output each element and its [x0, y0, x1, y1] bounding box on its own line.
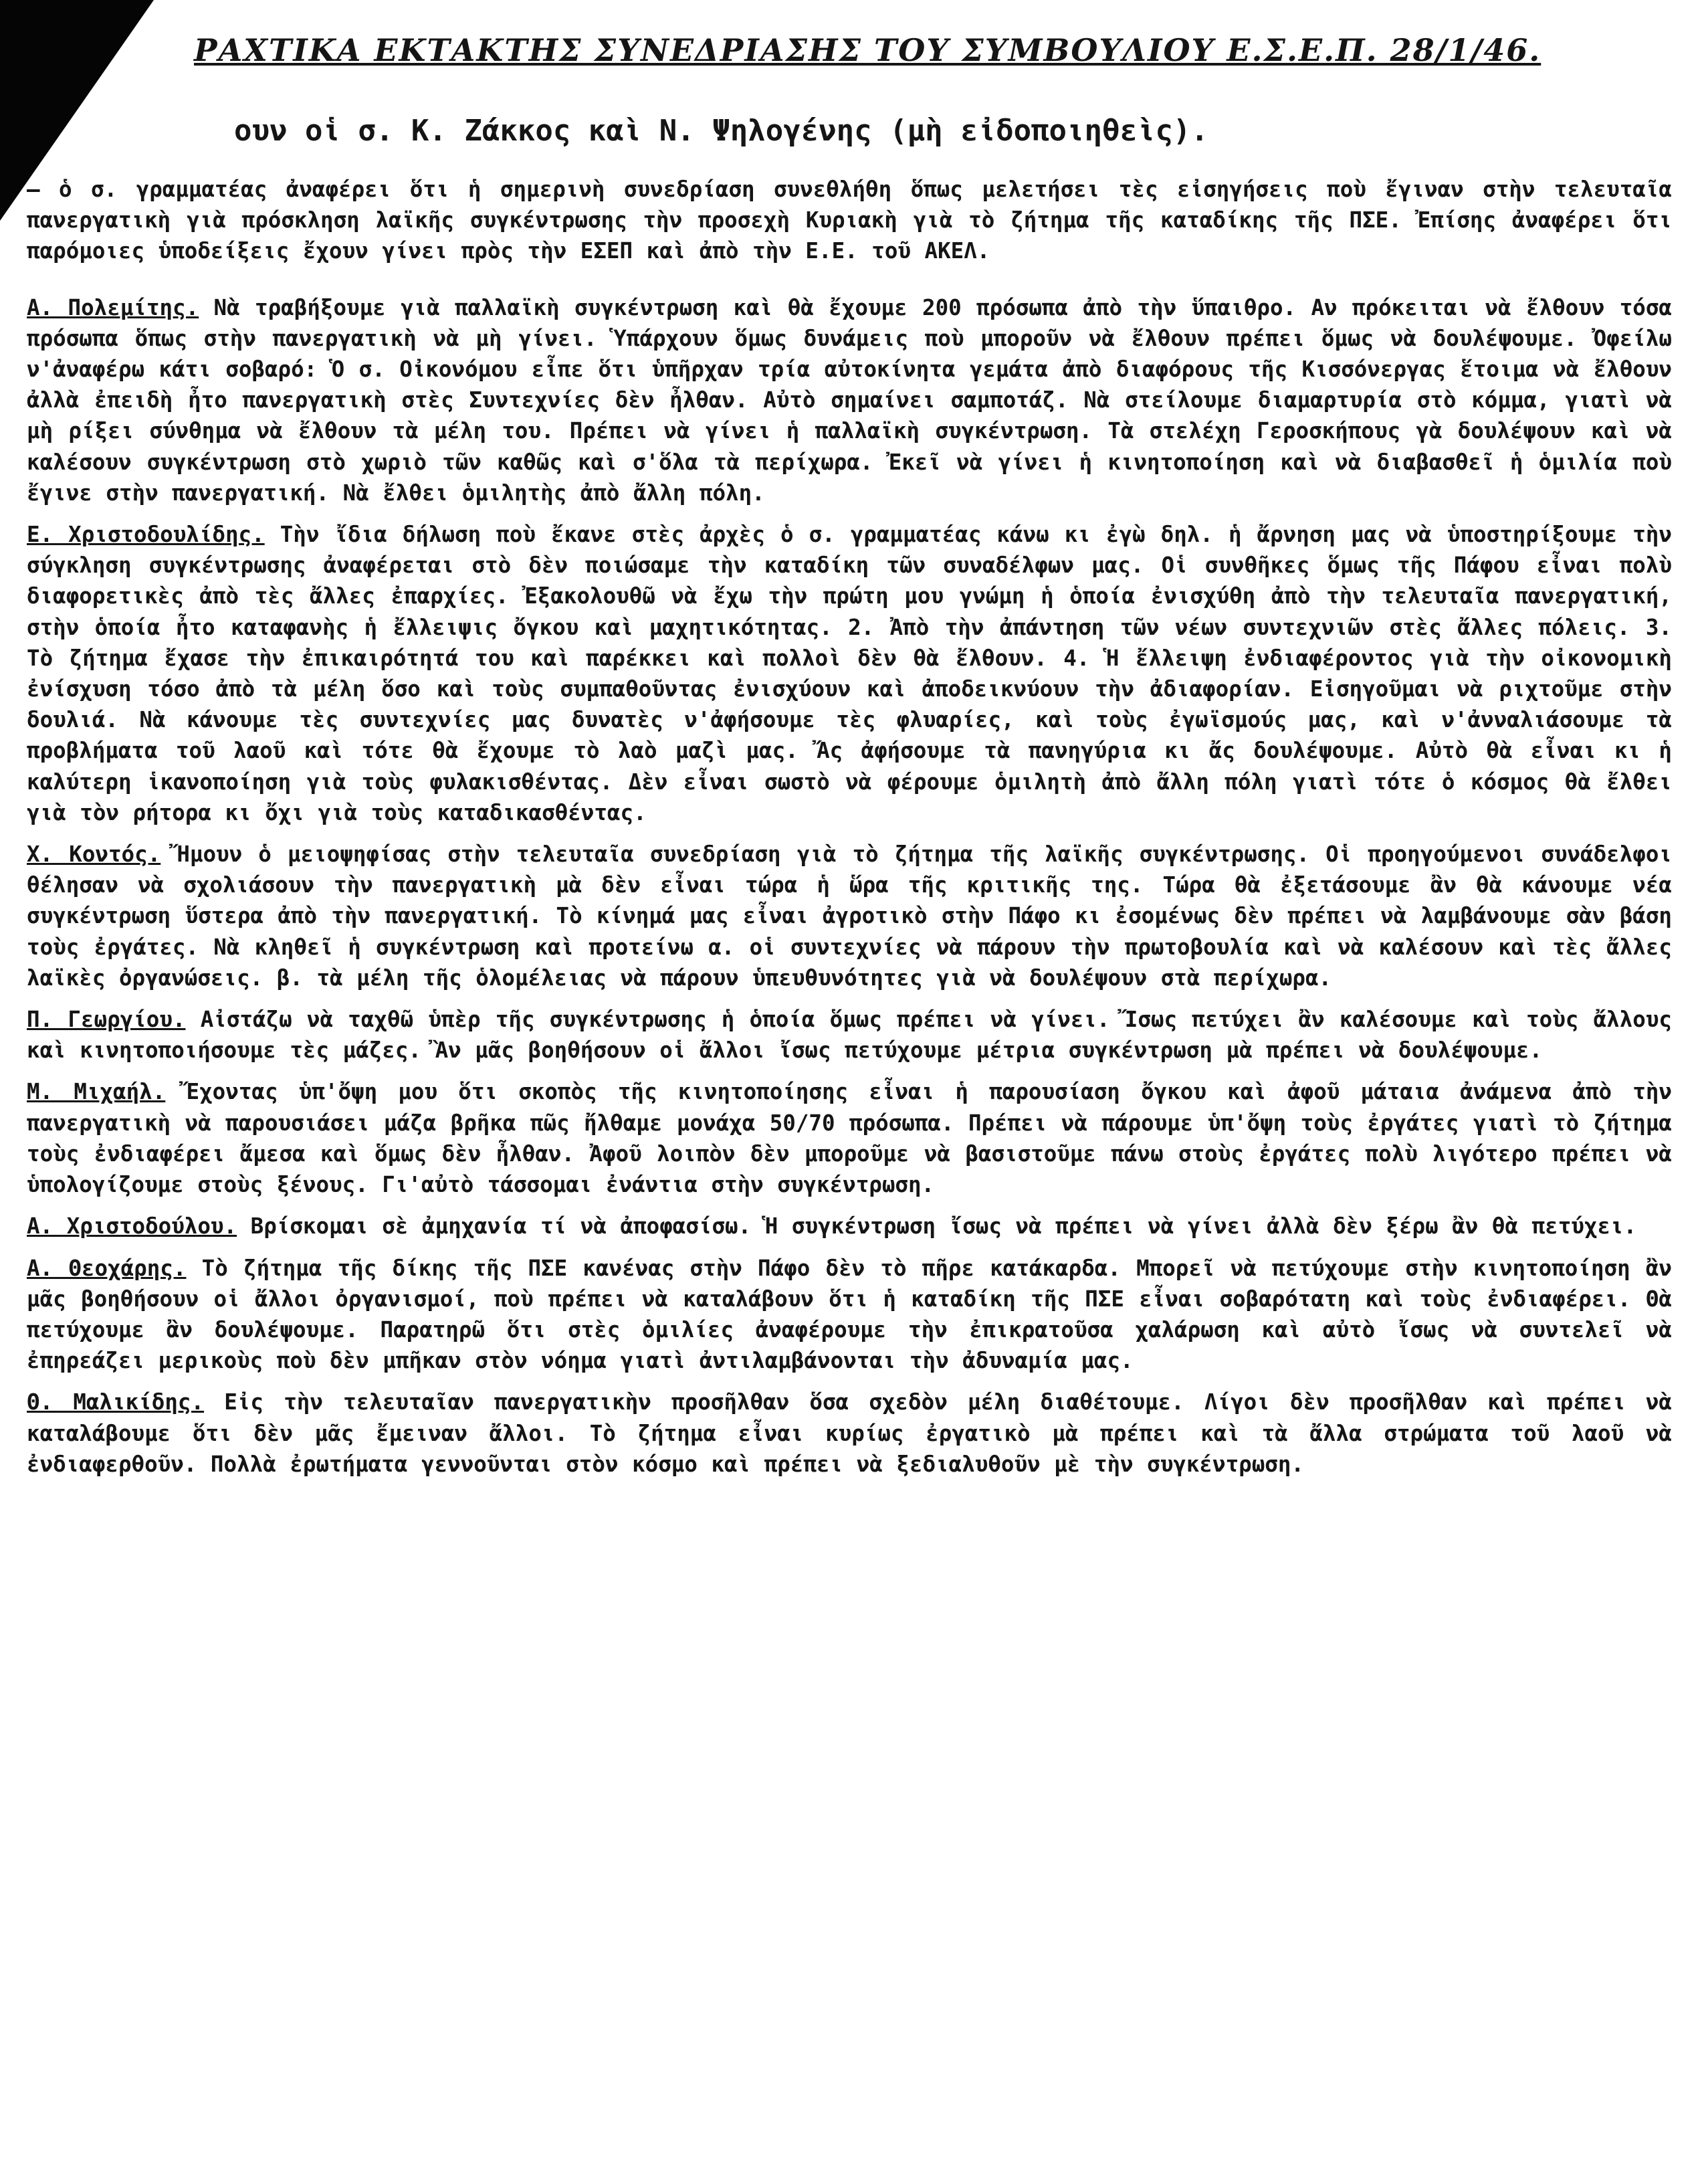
- entry-christodoulidis: [27, 519, 1672, 828]
- entry-polemitis: [27, 292, 1672, 508]
- speaker-name: Α. Χριστοδούλου.: [27, 1213, 237, 1239]
- speaker-name: Α. Θεοχάρης.: [27, 1255, 187, 1281]
- intro-paragraph: — ὁ σ. γραμματέας ἀναφέρει ὅτι ἡ σημερινὴ συνεδρίαση συνεθλήθη ὅπως μελετήσει τὲς εἰσηγήσεις ποὺ ἔγιναν στὴν τελευταῖα πανεργατικὴ γιὰ πρόσκληση λαϊκῆς συγκέντρωσης τὴν προσεχὴ Κυριακὴ γιὰ τὸ ζήτημα τῆς καταδίκης τῆς ΠΣΕ. Ἐπίσης ἀναφέρει ὅτι παρόμοιες ὑποδείξεις ἔχουν γίνει πρὸς τὴν ΕΣΕΠ καὶ ἀπὸ τὴν Ε.Ε. τοῦ ΑΚΕΛ.: [27, 177, 1672, 264]
- speaker-statement: Νὰ τραβήξουμε γιὰ παλλαϊκὴ συγκέντρωση καὶ θὰ ἔχουμε 200 πρόσωπα ἀπὸ τὴν ὕπαιθρο. Αν πρόκειται νὰ ἔλθουν τόσα πρόσωπα ὅπως στὴν πανεργατικὴ νὰ μὴ γίνει. Ὑπάρχουν ὅμως δυνάμεις ποὺ μποροῦν νὰ ἔλθουν πρέπει ὅμως νὰ δουλέψουμε. Ὀφείλω ν'ἀναφέρω κάτι σοβαρό: Ὁ σ. Οἰκονόμου εἶπε ὅτι ὑπῆρχαν τρία αὐτοκίνητα γεμάτα ἀπὸ διαφόρους τῆς Κισσόνεργας ἕτοιμα νὰ ἔλθουν ἀλλὰ ἐπειδὴ ἦτο πανεργατικὴ στὲς Συντεχνίες δὲν ἦλθαν. Αὐτὸ σημαίνει σαμποτάζ. Νὰ στείλουμε διαμαρτυρία στὸ κόμμα, γιατὶ νὰ μὴ ρίξει σύνθημα νὰ ἔλθουν τὰ μέλη του. Πρέπει νὰ γίνει ἡ παλλαϊκὴ συγκέντρωση. Τὰ στελέχη Γεροσκήπους γὰ δουλέψουν καὶ νὰ καλέσουν συγκέντρωση στὸ χωριὸ τῶν καθῶς καὶ σ'ὅλα τὰ περίχωρα. Ἐκεῖ νὰ γίνει ἡ κινητοποίηση καὶ νὰ διαβασθεῖ ἡ ὁμιλία ποὺ ἔγινε στὴν πανεργατική. Νὰ ἔλθει ὁμιλητὴς ἀπὸ ἄλλη πόλη.: [27, 294, 1672, 506]
- speaker-name: Ε. Χριστοδουλίδης.: [27, 522, 265, 548]
- speaker-statement: Εἰς τὴν τελευταῖαν πανεργατικὴν προσῆλθαν ὅσα σχεδὸν μέλη διαθέτουμε. Λίγοι δὲν προσῆλθαν καὶ πρέπει νὰ καταλάβουμε ὅτι δὲν μᾶς ἔμειναν ἄλλοι. Τὸ ζήτημα εἶναι κυρίως ἐργατικὸ μὰ πρέπει καὶ τὰ ἄλλα στρώματα τοῦ λαοῦ νὰ ἐνδιαφερθοῦν. Πολλὰ ἐρωτήματα γεννοῦνται στὸν κόσμο καὶ πρέπει νὰ ξεδιαλυθοῦν μὲ τὴν συγκέντρωση.: [27, 1389, 1672, 1477]
- speaker-name: Θ. Μαλικίδης.: [27, 1389, 205, 1415]
- speaker-name: Π. Γεωργίου.: [27, 1007, 186, 1033]
- document-title: ΡΑΧΤΙΚΑ ΕΚΤΑΚΤΗΣ ΣΥΝΕΔΡΙΑΣΗΣ ΤΟΥ ΣΥΜΒΟΥΛΙΟΥ Ε.Σ.Ε.Π. 28/1/46.: [194, 32, 1541, 68]
- absent-members-line: ουν οἱ σ. Κ. Ζάκκος καὶ Ν. Ψηλογένης (μὴ εἰδοποιηθεὶς).: [234, 114, 1208, 148]
- document-page: [27, 27, 1679, 2167]
- entry-theocharis: [27, 1253, 1672, 1377]
- entry-georgiou: [27, 1004, 1672, 1066]
- entry-kontos: [27, 839, 1672, 993]
- speaker-statement: Τὸ ζήτημα τῆς δίκης τῆς ΠΣΕ κανένας στὴν Πάφο δὲν τὸ πῆρε κατάκαρδα. Μπορεῖ νὰ πετύχουμε στὴν κινητοποίηση ἂν μᾶς βοηθήσουν οἱ ἄλλοι ὀργανισμοί, ποὺ πρέπει νὰ καταλάβουν ὅτι ἡ καταδίκη τῆς ΠΣΕ εἶναι σοβαρότατη καὶ τοὺς ἐνδιαφέρει. Θὰ πετύχουμε ἂν δουλέψουμε. Παρατηρῶ ὅτι στὲς ὁμιλίες ἀναφέρουμε τὴν ἐπικρατοῦσα χαλάρωση καὶ αὐτὸ ἴσως νὰ συντελεῖ νὰ ἐπηρεάζει μερικοὺς ποὺ δὲν μπῆκαν στὸν νόημα γιατὶ ἀντιλαμβάνονται τὴν ἀδυναμία μας.: [27, 1255, 1672, 1374]
- minutes-body: [27, 174, 1672, 2154]
- entry-michail: [27, 1076, 1672, 1200]
- speaker-statement: Τὴν ἴδια δήλωση ποὺ ἔκανε στὲς ἀρχὲς ὁ σ. γραμματέας κάνω κι ἐγὼ δηλ. ἡ ἄρνηση μας νὰ ὑποστηρίξουμε τὴν σύγκληση συγκέντρωσης ἀναφέρεται στὸ δὲν ποιώσαμε τὴν καταδίκη τῶν συναδέλφων μας. Οἱ συνθῆκες ὅμως τῆς Πάφου εἶναι πολὺ διαφορετικὲς ἀπὸ τὲς ἄλλες ἐπαρχίες. Ἐξακολουθῶ νὰ ἔχω τὴν πρώτη μου γνώμη ἡ ὁποία ἐνισχύθη ἀπὸ τὴν τελευταῖα πανεργατική, στὴν ὁποία ἦτο καταφανὴς ἡ ἔλλειψις ὄγκου καὶ μαχητικότητας. 2. Ἀπὸ τὴν ἀπάντηση τῶν νέων συντεχνιῶν στὲς ἄλλες πόλεις. 3. Τὸ ζήτημα ἔχασε τὴν ἐπικαιρότητά του καὶ παρέκκει καὶ πολλοὶ δὲν θὰ ἔλθουν. 4. Ἡ ἔλλειψη ἐνδιαφέροντος γιὰ τὴν οἰκονομικὴ ἐνίσχυση τόσο ἀπὸ τὰ μέλη ὅσο καὶ τοὺς συμπαθοῦντας ἐνισχύουν καὶ ἀποδεικνύουν τὴν ἀδιαφορίαν. Εἰσηγοῦμαι νὰ ριχτοῦμε στὴν δουλιά. Νὰ κάνουμε τὲς συντεχνίες μας δυνατὲς ν'ἀφήσουμε τὲς φλυαρίες, καὶ τοὺς ἐγωϊσμούς μας, καὶ ν'ἀνναλιάσουμε τὰ προβλήματα τοῦ λαοῦ καὶ τότε θὰ ἔχουμε τὸ λαὸ μαζὶ μας. Ἄς ἀφήσουμε τὰ πανηγύρια κι ἄς δουλέψουμε. Αὐτὸ θὰ εἶναι κι ἡ καλύτερη ἱκανοποίηση γιὰ τοὺς φυλακισθέντας. Δὲν εἶναι σωστὸ νὰ φέρουμε ὁμιλητὴ ἀπὸ ἄλλη πόλη γιατὶ τότε ὁ κόσμος θὰ ἔλθει γιὰ τὸν ρήτορα κι ὄχι γιὰ τοὺς καταδικασθέντας.: [27, 522, 1672, 825]
- speaker-statement: Βρίσκομαι σὲ ἀμηχανία τί νὰ ἀποφασίσω. Ἡ συγκέντρωση ἴσως νὰ πρέπει νὰ γίνει ἀλλὰ δὲν ξέρω ἂν θὰ πετύχει.: [237, 1213, 1637, 1239]
- entry-malikidis: [27, 1387, 1672, 1480]
- speaker-name: Μ. Μιχαήλ.: [27, 1079, 166, 1105]
- speaker-name: Α. Πολεμίτης.: [27, 294, 199, 320]
- speaker-statement: Αἰστάζω νὰ ταχθῶ ὑπὲρ τῆς συγκέντρωσης ἡ ὁποία ὅμως πρέπει νὰ γίνει. Ἴσως πετύχει ἂν καλέσουμε καὶ τοὺς ἄλλους καὶ κινητοποιήσουμε τὲς μάζες. Ἂν μᾶς βοηθήσουν οἱ ἄλλοι ἴσως πετύχουμε μέτρια συγκέντρωση μὰ πρέπει νὰ δουλέψουμε.: [27, 1007, 1672, 1064]
- entry-christodoulou: [27, 1211, 1672, 1242]
- speaker-statement: Ἤμουν ὁ μειοψηφίσας στὴν τελευταῖα συνεδρίαση γιὰ τὸ ζήτημα τῆς λαϊκῆς συγκέντρωσης. Οἱ προηγούμενοι συνάδελφοι θέλησαν νὰ σχολιάσουν τὴν πανεργατικὴ μὰ δὲν εἶναι τώρα ἡ ὥρα τῆς κριτικῆς της. Τώρα θὰ ἐξετάσουμε ἂν θὰ κάνουμε νέα συγκέντρωση ὕστερα ἀπὸ τὴν πανεργατική. Τὸ κίνημά μας εἶναι ἀγροτικὸ στὴν Πάφο κι ἐσομένως δὲν πρέπει νὰ λαμβάνουμε σὰν βάση τοὺς ἐργάτες. Νὰ κληθεῖ ἡ συγκέντρωση καὶ προτείνω α. οἱ συντεχνίες νὰ πάρουν τὴν πρωτοβουλία καὶ νὰ καλέσουν καὶ τὲς ἄλλες λαϊκὲς ὀργανώσεις. β. τὰ μέλη τῆς ὁλομέλειας νὰ πάρουν ὑπευθυνότητες γιὰ νὰ δουλέψουν στὰ περίχωρα.: [27, 841, 1672, 991]
- speaker-name: Χ. Κοντός.: [27, 841, 161, 868]
- speaker-statement: Ἔχοντας ὑπ'ὄψη μου ὅτι σκοπὸς τῆς κινητοποίησης εἶναι ἡ παρουσίαση ὄγκου καὶ ἀφοῦ μάταια ἀνάμενα ἀπὸ τὴν πανεργατικὴ νὰ παρουσιάσει μάζα βρῆκα πῶς ἤλθαμε μονάχα 50/70 πρόσωπα. Πρέπει νὰ πάρουμε ὑπ'ὄψη τοὺς ἐργάτες γιατὶ τὸ ζήτημα τοὺς ἐνδιαφέρει ἄμεσα καὶ ὅμως δὲν ἦλθαν. Ἀφοῦ λοιπὸν δὲν μποροῦμε νὰ βασιστοῦμε πάνω στοὺς ἐργάτες πολὺ λιγότερο πρέπει νὰ ὑπολογίζουμε στοὺς ξένους. Γι'αὐτὸ τάσσομαι ἐνάντια στὴν συγκέντρωση.: [27, 1079, 1672, 1198]
